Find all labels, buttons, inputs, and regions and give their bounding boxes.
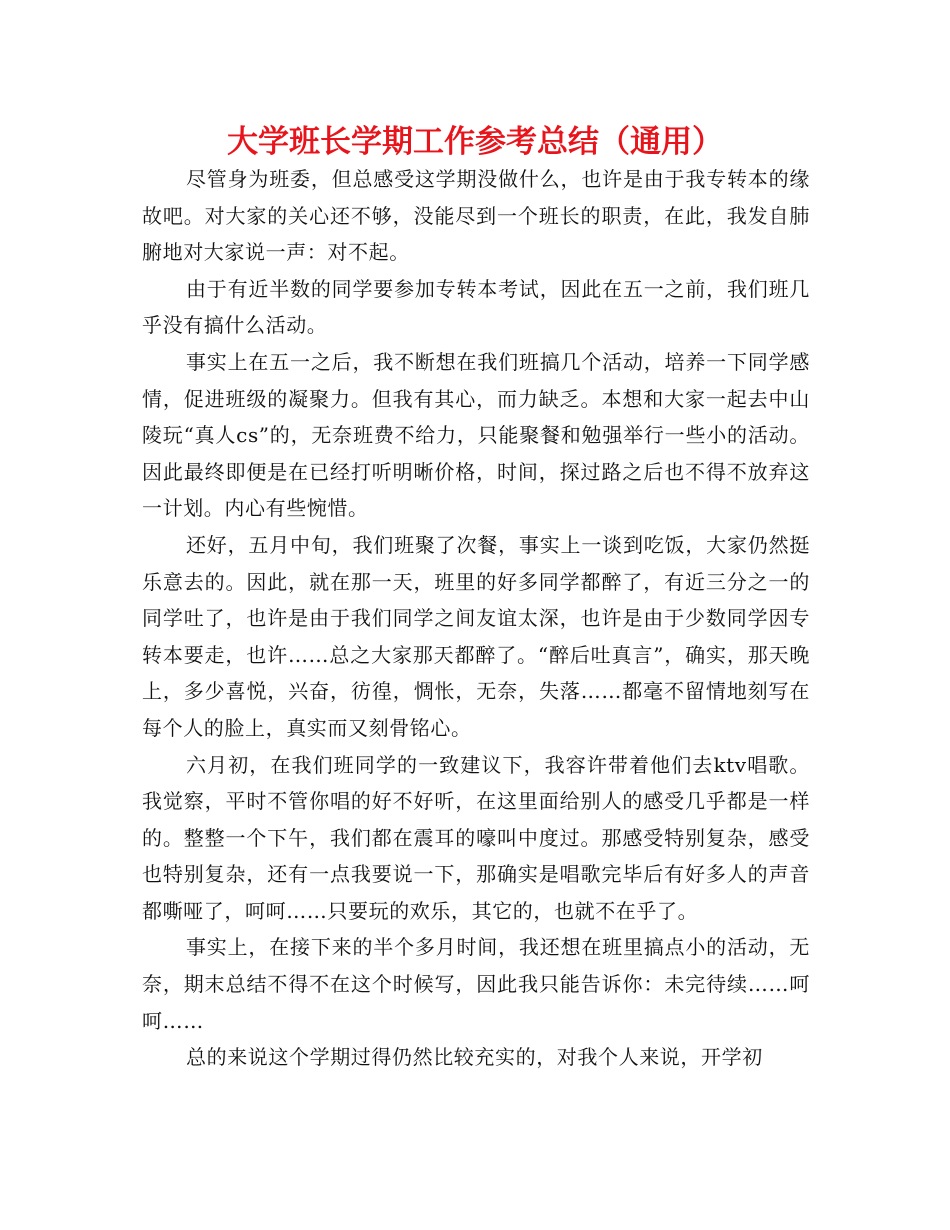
paragraph-3: 事实上在五一之后，我不断想在我们班搞几个活动，培养一下同学感情，促进班级的凝聚力。但我有其心，而力缺乏。本想和大家一起去中山陵玩“真人cs”的，无奈班费不给力，只能聚餐和勉强举行一些小的活动。因此最终即便是在已经打听明晰价格，时间，探过路之后也不得不放弃这一计划。内心有些惋惜。 — [142, 349, 810, 521]
paragraph-2: 由于有近半数的同学要参加专转本考试，因此在五一之前，我们班几乎没有搞什么活动。 — [142, 276, 810, 338]
paragraph-6: 事实上，在接下来的半个多月时间，我还想在班里搞点小的活动，无奈，期末总结不得不在这个时候写，因此我只能告诉你：未完待续……呵呵…… — [142, 935, 810, 1033]
paragraph-5: 六月初，在我们班同学的一致建议下，我容许带着他们去ktv唱歌。我觉察，平时不管你唱的好不好听，在这里面给别人的感受几乎都是一样的。整整一个下午，我们都在震耳的嚎叫中度过。那感受特别复杂，感受也特别复杂，还有一点我要说一下，那确实是唱歌完毕后有好多人的声音都嘶哑了，呵呵……只要玩的欢乐，其它的，也就不在乎了。 — [142, 752, 810, 923]
paragraph-1: 尽管身为班委，但总感受这学期没做什么，也许是由于我专转本的缘故吧。对大家的关心还不够，没能尽到一个班长的职责，在此，我发自肺腑地对大家说一声：对不起。 — [142, 167, 810, 265]
paragraph-4: 还好，五月中旬，我们班聚了次餐，事实上一谈到吃饭，大家仍然挺乐意去的。因此，就在那一天，班里的好多同学都醉了，有近三分之一的同学吐了，也许是由于我们同学之间友谊太深，也许是由于少数同学因专转本要走，也许……总之大家那天都醉了。“醉后吐真言”，确实，那天晚上，多少喜悦，兴奋，彷徨，惆怅，无奈，失落……都毫不留情地刻写在每个人的脸上，真实而又刻骨铭心。 — [142, 532, 810, 740]
document-body — [142, 161, 810, 1076]
document-title: 大学班长学期工作参考总结（通用） — [227, 124, 723, 160]
paragraph-7: 总的来说这个学期过得仍然比较充实的，对我个人来说，开学初 — [186, 1045, 763, 1070]
